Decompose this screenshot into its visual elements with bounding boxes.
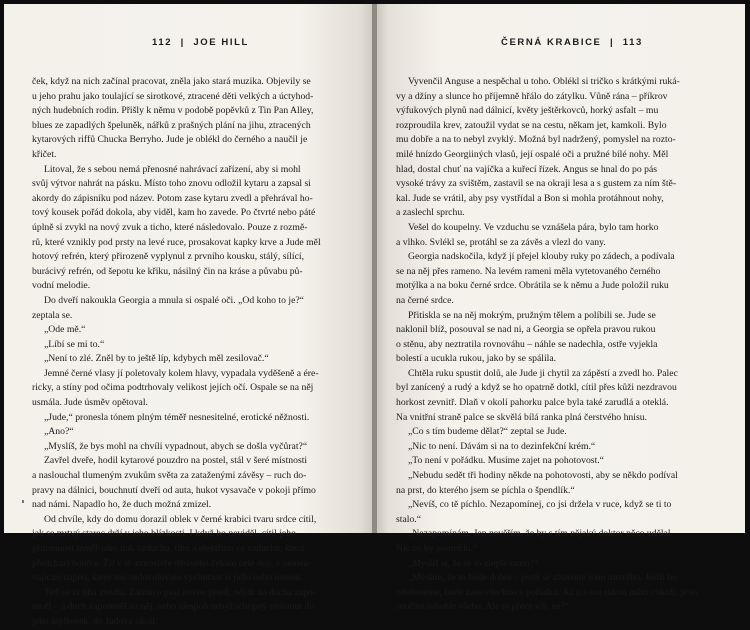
left-running-header: 112 | JOE HILL <box>152 37 249 48</box>
right-running-header: ČERNÁ KRABICE | 113 <box>501 37 643 48</box>
text-line: mněl – a duch zapomněl na něj, nebo alespoň nebyl schopný vtrhnout do <box>32 601 315 613</box>
text-line: vajícím napětí, které mu nedovolovalo vychutnat si jídlo nebo usnout. <box>32 572 303 584</box>
text-line: motýlka a na boku černé srdce. Obrátila se k němu a Jude položil ruku <box>396 280 669 292</box>
left-page <box>4 4 372 627</box>
text-line: „Myslím, že to bude dobré – jestli se zbavíme toho mrtvého. Jestli ho <box>408 572 678 584</box>
text-line: ček, když na nich začínal pracovat, zněla jako stará muzika. Objevily se <box>32 76 311 87</box>
text-line: Jemné černé vlasy jí poletovaly kolem hlavy, vypadala vyděšeně a ére- <box>44 367 319 379</box>
text-line: Zavřel dveře, hodil kytarové pouzdro na postel, stál v šeré místnosti <box>44 455 308 467</box>
text-line: „Myslíš, že bys mohl na chvíli vypadnout, abych se došla vyčůrat?“ <box>44 440 308 452</box>
text-line: Do dveří nakoukla Georgia a mnula si ospalé oči. „Od koho to je?“ <box>44 294 304 306</box>
author-name: JOE HILL <box>193 37 249 48</box>
text-line: Od chvíle, kdy do domu dorazil oblek v černé krabici tvaru srdce cítil, <box>44 513 317 525</box>
text-line: „Nezapomínám. Jen nevěřím, že by s tím nějaký doktor něco udělal. <box>408 528 673 540</box>
text-line: pravy na dálnici, bouchnutí dveří od auta, hukot vysavače v pokoji přímo <box>32 484 316 496</box>
text-line: „Ano?“ <box>44 426 74 438</box>
text-line: úplně si zvykl na nový zvuk a ticho, které následovalo. Pouze z rozmě- <box>32 221 308 233</box>
text-line: vysoké trávy za svištěm, zastavil se na okraji lesa a s gustem za ním ště- <box>396 178 677 190</box>
text-line: „Nebudu sedět tři hodiny někde na pohotovosti, aby se někdo podíval <box>408 470 678 482</box>
text-line: o stěnu, aby neztratila rovnováhu – náhle se nadechla, ostře vyjekla <box>396 338 658 350</box>
text-line: rozproudila krev, zatoužil vydat se na cestu, někam jet, kamkoli. Bylo <box>396 119 667 131</box>
text-line: vy a džíny a slunce ho příjemně hřálo do zátylku. Vůně rána – příkrov <box>396 90 668 102</box>
text-line: odeženeme, bude zase všechno v pořádku. Až u s tou rukou mám cokoli, je to <box>396 586 698 598</box>
text-line: „To není v pořádku. Musíme zajet na pohotovost.“ <box>408 455 604 467</box>
right-page <box>377 4 745 613</box>
right-page-number: 113 <box>622 37 643 48</box>
text-line: burácivý refrén, od šepotu ke křiku, násilný čin na kráse a půvabu pů- <box>32 265 303 277</box>
text-line: přítomnost téměř jako tlak vzduchu, tíhu a elektřinu ve vzduchu, která <box>32 543 305 554</box>
text-line: Nic co by pomohlo.“ <box>396 543 478 554</box>
text-line: kal. Jude se vrátil, aby psy vystřídal a Bon si mohla protáhnout nohy, <box>396 192 664 204</box>
chapter-title: ČERNÁ KRABICE <box>501 37 602 48</box>
text-line: na černé srdce. <box>396 294 454 306</box>
text-line: „Ode mě.“ <box>44 324 86 336</box>
text-line: „Nic to není. Dávám si na to dezinfekční krém.“ <box>408 440 596 452</box>
text-line: předchází bouřce. Žil v té atmosféře děsivého čekání celé dny, v neustá- <box>32 557 311 569</box>
text-line: na prst, do kterého jsem se píchla o špendlík.“ <box>396 484 575 496</box>
text-line: u jeho prahu jako toulající se sirotkové, ztracené děti velkých a úctyhod- <box>32 90 314 102</box>
text-line: milé hnízdo Georgiiných vlasů, její ospalé oči a pružné bílé nohy. Měl <box>396 148 669 160</box>
text-line: kytarových riffů Chucka Berryho. Jude je oblékl do černého a naučil je <box>32 134 308 146</box>
text-line: hotový refrén, který přirozeně vyplynul z prvního kousku, stálý, sílící, <box>32 251 304 263</box>
text-line: horkost zevnitř. Dlaň v okolí pahorku palce byla také zarudlá a oteklá. <box>396 397 669 409</box>
text-line: ricky, a stíny pod očima podtrhovaly velikost jejích očí. Ospale se na něj <box>32 382 314 394</box>
text-line: „Líbí se mi to.“ <box>44 338 105 350</box>
text-line: naklonil blíž, posouval se nad ni, a Georgia se opřela pravou rukou <box>396 324 656 336</box>
text-line: Litoval, že s sebou nemá přenosné nahrávací zařízení, aby si mohl <box>44 163 301 175</box>
text-line: Vešel do koupelny. Ve vzduchu se vznášela pára, bylo tam horko <box>408 221 659 233</box>
page-mark <box>22 500 24 503</box>
text-line: hlad, dostal chuť na vajíčka a kuřecí řízek. Angus se hnal do po pás <box>396 163 658 175</box>
text-line: blues ze zapadlých špeluněk, nářků z prašných plání na jihu, ztracených <box>32 119 311 131</box>
text-line: nad námi. Napadlo ho, že duch možná zmizel. <box>32 499 212 511</box>
text-line: součást tohohle všeho. Ale to přece víš, ne?“ <box>396 601 569 613</box>
text-line: tový kousek pořád dokola, aby viděl, kam ho zavede. Po čtvrté nebo páté <box>32 207 316 219</box>
text-line: Přitiskla se na něj mokrým, pružným tělem a políbili se. Jude se <box>408 309 656 321</box>
text-line: Na vnitřní straně palce se skvělá bílá ranka plná čerstvého hnisu. <box>396 411 647 423</box>
text-line: mu dobře a na to nebyl zvyklý. Možná byl nadržený, pomyslel na rozto- <box>396 134 676 146</box>
text-line: ných hudebních rodin. Přišly k němu v podobě popěvků z Tin Pan Alley, <box>32 105 314 117</box>
text-line: akordy do zápisníku pod název. Potom zase kytaru zvedl a přehrával ho- <box>32 192 313 204</box>
text-line: svůj výtvor nahrát na pásku. Místo toho znovu odložil kytaru a zapsal si <box>32 178 312 190</box>
text-line: a vlhko. Svlékl se, protáhl se za závěs a vlezl do vany. <box>396 236 606 248</box>
text-line: Teď se ta tíha zvedla. Zatímco psal novou píseň, nějak na ducha zapo- <box>44 586 316 598</box>
text-line: stalo.“ <box>396 513 422 525</box>
text-line: byl zanícený a rudý a když se ho opatrně dotkl, cítil přes kůži nezdravou <box>396 382 677 394</box>
text-line: a naslouchal tlumeným zvukům světa za zataženými závěsy – ruch do- <box>32 470 307 482</box>
left-body-text <box>32 75 350 630</box>
left-page-number: 112 <box>152 37 173 48</box>
text-line: usmála. Jude úsměv opětoval. <box>32 397 148 409</box>
text-line: vodní melodie. <box>32 280 91 292</box>
text-line: „Není to zlé. Zněl by to ještě líp, kdybych měl zesilovač.“ <box>44 353 269 365</box>
text-line: Georgia nadskočila, když jí přejel klouby ruky po zádech, a podívala <box>408 251 675 263</box>
text-line: „Co s tím budeme dělat?“ zeptal se Jude. <box>408 426 567 438</box>
text-line: Chtěla ruku spustit dolů, ale Jude ji chytil za zápěstí a zvedl ho. Palec <box>408 367 678 379</box>
text-line: jak se mrtvý starec drží v jeho blízkosti. I když ho neviděl, cítil jeho <box>32 528 296 540</box>
text-line: rů, které vznikly pod prsty na levé ruce, prosakovat kapky krve a Jude měl <box>32 236 321 248</box>
text-line: výfukových plynů nad dálnicí, květy ještěrkovců, horký asfalt – mu <box>396 105 659 117</box>
text-line: Vyvenčil Anguse a nespěchal u toho. Oblékl si tričko s krátkými ruká- <box>408 76 680 87</box>
text-line: „Nevíš, co tě píchlo. Nezapomínej, co jsi držela v ruce, když se ti to <box>408 499 672 511</box>
text-line: jeho myšlenek, do Judova okolí. <box>32 615 158 627</box>
text-line: bolestí a ucukla rukou, jako by se spálila. <box>396 353 557 365</box>
text-line: „Jude,“ pronesla tónem plným téměř nesnesitelné, erotické něžnosti. <box>44 411 310 423</box>
right-body-text <box>396 75 718 615</box>
book-spread <box>4 4 745 627</box>
text-line: se na něj přes rameno. Na levém rameni měla vytetovaného černého <box>396 265 661 277</box>
text-line: zeptala se. <box>32 309 73 321</box>
text-line: a zaslechl sprchu. <box>396 207 465 219</box>
text-line: křičet. <box>32 148 57 160</box>
text-line: „Myslíš si, že se to zlepší samo?“ <box>408 557 538 569</box>
